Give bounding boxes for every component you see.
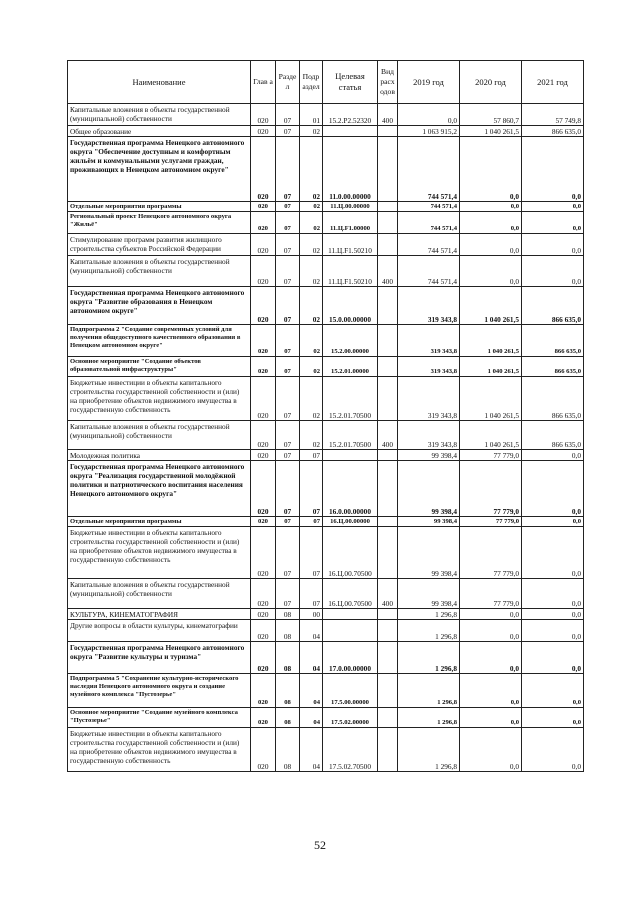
cell-subsection: 07 <box>300 527 323 579</box>
cell-target: 16.Ц.00.70500 <box>323 527 378 579</box>
cell-name: КУЛЬТУРА, КИНЕМАТОГРАФИЯ <box>68 609 251 620</box>
cell-subsection: 04 <box>300 642 323 674</box>
cell-target: 11.Ц.00.00000 <box>323 202 378 212</box>
cell-subsection: 02 <box>300 256 323 287</box>
cell-target <box>323 450 378 461</box>
cell-2020: 1 040 261,5 <box>460 126 522 137</box>
cell-chapter: 020 <box>251 461 276 517</box>
header-2021: 2021 год <box>522 61 584 104</box>
cell-chapter: 020 <box>251 212 276 234</box>
cell-target: 15.2.Р2.52320 <box>323 104 378 126</box>
cell-subsection: 02 <box>300 325 323 357</box>
table-row <box>68 256 584 287</box>
cell-target: 15.2.01.00000 <box>323 357 378 377</box>
cell-2021: 0,0 <box>522 674 584 708</box>
cell-2020: 0,0 <box>460 234 522 256</box>
cell-name: Другие вопросы в области культуры, кинематографии <box>68 620 251 642</box>
cell-2020: 77 779,0 <box>460 450 522 461</box>
cell-target: 15.2.01.70500 <box>323 421 378 450</box>
cell-section: 08 <box>276 642 300 674</box>
cell-expense-type <box>378 461 398 517</box>
cell-2019: 1 063 915,2 <box>398 126 460 137</box>
cell-2021: 0,0 <box>522 708 584 728</box>
cell-expense-type <box>378 325 398 357</box>
cell-subsection: 02 <box>300 421 323 450</box>
cell-section: 07 <box>276 104 300 126</box>
cell-2019: 319 343,8 <box>398 287 460 325</box>
cell-2020: 1 040 261,5 <box>460 421 522 450</box>
header-section: Разде л <box>276 61 300 104</box>
cell-2019: 744 571,4 <box>398 212 460 234</box>
cell-name: Капитальные вложения в объекты государственной (муниципальной) собственности <box>68 256 251 287</box>
cell-2020: 57 860,7 <box>460 104 522 126</box>
cell-2021: 0,0 <box>522 202 584 212</box>
cell-2021: 0,0 <box>522 137 584 202</box>
cell-chapter: 020 <box>251 527 276 579</box>
cell-expense-type: 400 <box>378 421 398 450</box>
cell-2020: 0,0 <box>460 609 522 620</box>
cell-2020: 1 040 261,5 <box>460 357 522 377</box>
cell-subsection: 07 <box>300 517 323 527</box>
cell-2019: 744 571,4 <box>398 256 460 287</box>
cell-2021: 0,0 <box>522 256 584 287</box>
cell-chapter: 020 <box>251 137 276 202</box>
cell-expense-type <box>378 234 398 256</box>
header-target: Целевая статья <box>323 61 378 104</box>
cell-chapter: 020 <box>251 708 276 728</box>
cell-2021: 866 635,0 <box>522 287 584 325</box>
table-row <box>68 674 584 708</box>
cell-expense-type <box>378 202 398 212</box>
cell-section: 07 <box>276 450 300 461</box>
cell-subsection: 07 <box>300 579 323 609</box>
table-row <box>68 212 584 234</box>
cell-target: 11.0.00.00000 <box>323 137 378 202</box>
cell-target <box>323 609 378 620</box>
cell-expense-type <box>378 517 398 527</box>
cell-2019: 744 571,4 <box>398 234 460 256</box>
cell-2021: 866 635,0 <box>522 126 584 137</box>
cell-2019: 0,0 <box>398 104 460 126</box>
cell-section: 07 <box>276 527 300 579</box>
cell-2020: 77 779,0 <box>460 461 522 517</box>
cell-2020: 0,0 <box>460 137 522 202</box>
cell-2020: 1 040 261,5 <box>460 287 522 325</box>
cell-name: Государственная программа Ненецкого автономного округа "Развитие образования в Ненецком автономном округе" <box>68 287 251 325</box>
cell-expense-type <box>378 642 398 674</box>
cell-2019: 744 571,4 <box>398 202 460 212</box>
table-row <box>68 620 584 642</box>
cell-section: 07 <box>276 137 300 202</box>
cell-2020: 0,0 <box>460 202 522 212</box>
table-row <box>68 527 584 579</box>
cell-expense-type <box>378 527 398 579</box>
cell-chapter: 020 <box>251 620 276 642</box>
cell-chapter: 020 <box>251 357 276 377</box>
cell-target: 16.Ц.00.00000 <box>323 517 378 527</box>
cell-section: 07 <box>276 126 300 137</box>
table-row <box>68 642 584 674</box>
table-header <box>68 61 584 104</box>
cell-2019: 1 296,8 <box>398 642 460 674</box>
cell-section: 07 <box>276 234 300 256</box>
table-row <box>68 708 584 728</box>
budget-table <box>67 60 584 772</box>
cell-target: 17.0.00.00000 <box>323 642 378 674</box>
cell-chapter: 020 <box>251 325 276 357</box>
cell-section: 08 <box>276 728 300 772</box>
header-chapter: Глав а <box>251 61 276 104</box>
cell-expense-type <box>378 212 398 234</box>
cell-2021: 866 635,0 <box>522 421 584 450</box>
cell-2019: 99 398,4 <box>398 517 460 527</box>
cell-2019: 99 398,4 <box>398 527 460 579</box>
header-2019: 2019 год <box>398 61 460 104</box>
table-row <box>68 377 584 421</box>
cell-section: 07 <box>276 517 300 527</box>
cell-name: Молодежная политика <box>68 450 251 461</box>
cell-2021: 0,0 <box>522 728 584 772</box>
cell-target: 16.0.00.00000 <box>323 461 378 517</box>
header-name: Наименование <box>68 61 251 104</box>
cell-2021: 0,0 <box>522 620 584 642</box>
cell-name: Государственная программа Ненецкого автономного округа "Развитие культуры и туризма" <box>68 642 251 674</box>
cell-expense-type <box>378 377 398 421</box>
cell-2021: 0,0 <box>522 212 584 234</box>
cell-section: 08 <box>276 708 300 728</box>
cell-target: 17.5.02.00000 <box>323 708 378 728</box>
table-row <box>68 517 584 527</box>
table-row <box>68 450 584 461</box>
cell-2020: 0,0 <box>460 728 522 772</box>
header-subsection: Подр аздел <box>300 61 323 104</box>
cell-target: 11.Ц.F1.50210 <box>323 234 378 256</box>
cell-chapter: 020 <box>251 287 276 325</box>
page-number: 52 <box>314 838 326 852</box>
cell-name: Отдельные мероприятия программы <box>68 202 251 212</box>
cell-subsection: 02 <box>300 377 323 421</box>
cell-subsection: 02 <box>300 137 323 202</box>
table-row <box>68 202 584 212</box>
cell-2021: 0,0 <box>522 609 584 620</box>
cell-chapter: 020 <box>251 450 276 461</box>
cell-chapter: 020 <box>251 202 276 212</box>
cell-2021: 866 635,0 <box>522 377 584 421</box>
cell-2020: 77 779,0 <box>460 517 522 527</box>
cell-2020: 0,0 <box>460 708 522 728</box>
cell-subsection: 02 <box>300 287 323 325</box>
cell-expense-type <box>378 126 398 137</box>
table-row <box>68 126 584 137</box>
cell-name: Основное мероприятие "Создание объектов образовательной инфраструктуры" <box>68 357 251 377</box>
cell-name: Государственная программа Ненецкого автономного округа "Реализация государственной молодёжной политики и патриотического воспитания населения Ненецкого автономного округа" <box>68 461 251 517</box>
cell-chapter: 020 <box>251 609 276 620</box>
cell-subsection: 01 <box>300 104 323 126</box>
cell-section: 07 <box>276 461 300 517</box>
cell-name: Основное мероприятие "Создание музейного комплекса "Пустозерье" <box>68 708 251 728</box>
cell-2019: 1 296,8 <box>398 708 460 728</box>
cell-section: 07 <box>276 325 300 357</box>
table-row <box>68 104 584 126</box>
table-body <box>68 104 584 772</box>
cell-2019: 1 296,8 <box>398 674 460 708</box>
table-row <box>68 728 584 772</box>
cell-subsection: 04 <box>300 728 323 772</box>
cell-2019: 319 343,8 <box>398 377 460 421</box>
cell-2021: 0,0 <box>522 461 584 517</box>
cell-chapter: 020 <box>251 517 276 527</box>
cell-subsection: 00 <box>300 609 323 620</box>
cell-2019: 99 398,4 <box>398 450 460 461</box>
cell-target: 17.5.02.70500 <box>323 728 378 772</box>
cell-2020: 1 040 261,5 <box>460 377 522 421</box>
table-row <box>68 287 584 325</box>
cell-target: 11.Ц.F1.50210 <box>323 256 378 287</box>
cell-2021: 0,0 <box>522 642 584 674</box>
table-row <box>68 357 584 377</box>
cell-name: Бюджетные инвестиции в объекты капитального строительства государственной собственности и (или) на приобретение объектов недвижимого имущества в государственную собственность <box>68 728 251 772</box>
cell-name: Отдельные мероприятия программы <box>68 517 251 527</box>
cell-expense-type <box>378 450 398 461</box>
cell-target: 11.Ц.F1.00000 <box>323 212 378 234</box>
cell-2021: 0,0 <box>522 450 584 461</box>
cell-2019: 744 571,4 <box>398 137 460 202</box>
cell-2021: 0,0 <box>522 527 584 579</box>
cell-2021: 866 635,0 <box>522 357 584 377</box>
cell-chapter: 020 <box>251 126 276 137</box>
cell-2019: 1 296,8 <box>398 609 460 620</box>
cell-2020: 77 779,0 <box>460 579 522 609</box>
cell-chapter: 020 <box>251 256 276 287</box>
cell-name: Бюджетные инвестиции в объекты капитального строительства государственной собственности и (или) на приобретение объектов недвижимого имущества в государственную собственность <box>68 377 251 421</box>
cell-2020: 1 040 261,5 <box>460 325 522 357</box>
cell-2021: 0,0 <box>522 517 584 527</box>
cell-section: 07 <box>276 287 300 325</box>
cell-target: 15.2.00.00000 <box>323 325 378 357</box>
cell-chapter: 020 <box>251 234 276 256</box>
cell-target: 15.2.01.70500 <box>323 377 378 421</box>
cell-target: 16.Ц.00.70500 <box>323 579 378 609</box>
cell-section: 07 <box>276 212 300 234</box>
cell-section: 08 <box>276 620 300 642</box>
cell-chapter: 020 <box>251 377 276 421</box>
cell-section: 07 <box>276 202 300 212</box>
cell-chapter: 020 <box>251 728 276 772</box>
cell-name: Стимулирование программ развития жилищного строительства субъектов Российской Федерации <box>68 234 251 256</box>
cell-subsection: 04 <box>300 620 323 642</box>
cell-expense-type <box>378 728 398 772</box>
cell-subsection: 02 <box>300 202 323 212</box>
header-expense-type: Вид расх одов <box>378 61 398 104</box>
cell-subsection: 07 <box>300 450 323 461</box>
cell-2020: 0,0 <box>460 620 522 642</box>
cell-2021: 57 749,8 <box>522 104 584 126</box>
cell-section: 07 <box>276 357 300 377</box>
cell-name: Капитальные вложения в объекты государственной (муниципальной) собственности <box>68 579 251 609</box>
cell-section: 07 <box>276 256 300 287</box>
cell-2019: 319 343,8 <box>398 421 460 450</box>
cell-target: 17.5.00.00000 <box>323 674 378 708</box>
cell-2019: 319 343,8 <box>398 357 460 377</box>
cell-subsection: 02 <box>300 357 323 377</box>
cell-2021: 0,0 <box>522 234 584 256</box>
cell-expense-type <box>378 137 398 202</box>
cell-2020: 0,0 <box>460 642 522 674</box>
table-row <box>68 325 584 357</box>
cell-2019: 1 296,8 <box>398 620 460 642</box>
cell-target <box>323 126 378 137</box>
table-row <box>68 234 584 256</box>
cell-name: Подпрограмма 2 "Создание современных условий для получения общедоступного качественного образования в Ненецком автономном округе" <box>68 325 251 357</box>
table-row <box>68 461 584 517</box>
cell-expense-type <box>378 674 398 708</box>
cell-2019: 99 398,4 <box>398 579 460 609</box>
cell-name: Государственная программа Ненецкого автономного округа "Обеспечение доступным и комфортным жильём и коммунальными услугами граждан, проживающих в Ненецком автономном округе" <box>68 137 251 202</box>
cell-section: 07 <box>276 421 300 450</box>
cell-expense-type: 400 <box>378 579 398 609</box>
cell-2021: 0,0 <box>522 579 584 609</box>
cell-expense-type: 400 <box>378 256 398 287</box>
table-row <box>68 609 584 620</box>
cell-section: 08 <box>276 674 300 708</box>
cell-chapter: 020 <box>251 674 276 708</box>
cell-subsection: 07 <box>300 461 323 517</box>
cell-section: 07 <box>276 377 300 421</box>
cell-expense-type <box>378 620 398 642</box>
cell-2021: 866 635,0 <box>522 325 584 357</box>
cell-subsection: 04 <box>300 674 323 708</box>
cell-expense-type: 400 <box>378 104 398 126</box>
cell-chapter: 020 <box>251 421 276 450</box>
cell-subsection: 04 <box>300 708 323 728</box>
header-2020: 2020 год <box>460 61 522 104</box>
cell-target <box>323 620 378 642</box>
cell-subsection: 02 <box>300 212 323 234</box>
cell-name: Капитальные вложения в объекты государственной (муниципальной) собственности <box>68 421 251 450</box>
cell-expense-type <box>378 609 398 620</box>
cell-subsection: 02 <box>300 234 323 256</box>
cell-2020: 0,0 <box>460 256 522 287</box>
cell-subsection: 02 <box>300 126 323 137</box>
cell-2019: 1 296,8 <box>398 728 460 772</box>
cell-chapter: 020 <box>251 104 276 126</box>
cell-name: Региональный проект Ненецкого автономного округа "Жильё" <box>68 212 251 234</box>
cell-target: 15.0.00.00000 <box>323 287 378 325</box>
table-row <box>68 421 584 450</box>
cell-name: Бюджетные инвестиции в объекты капитального строительства государственной собственности и (или) на приобретение объектов недвижимого имущества в государственную собственность <box>68 527 251 579</box>
table-row <box>68 137 584 202</box>
table-row <box>68 579 584 609</box>
cell-name: Подпрограмма 5 "Сохранение культурно-исторического наследия Ненецкого автономного округа и создание музейного комплекса "Пустозерье" <box>68 674 251 708</box>
cell-2020: 77 779,0 <box>460 527 522 579</box>
cell-expense-type <box>378 287 398 325</box>
cell-expense-type <box>378 708 398 728</box>
cell-2019: 319 343,8 <box>398 325 460 357</box>
cell-section: 08 <box>276 609 300 620</box>
cell-name: Капитальные вложения в объекты государственной (муниципальной) собственности <box>68 104 251 126</box>
cell-name: Общее образование <box>68 126 251 137</box>
cell-2020: 0,0 <box>460 674 522 708</box>
cell-2019: 99 398,4 <box>398 461 460 517</box>
cell-section: 07 <box>276 579 300 609</box>
cell-chapter: 020 <box>251 642 276 674</box>
cell-expense-type <box>378 357 398 377</box>
cell-chapter: 020 <box>251 579 276 609</box>
cell-2020: 0,0 <box>460 212 522 234</box>
